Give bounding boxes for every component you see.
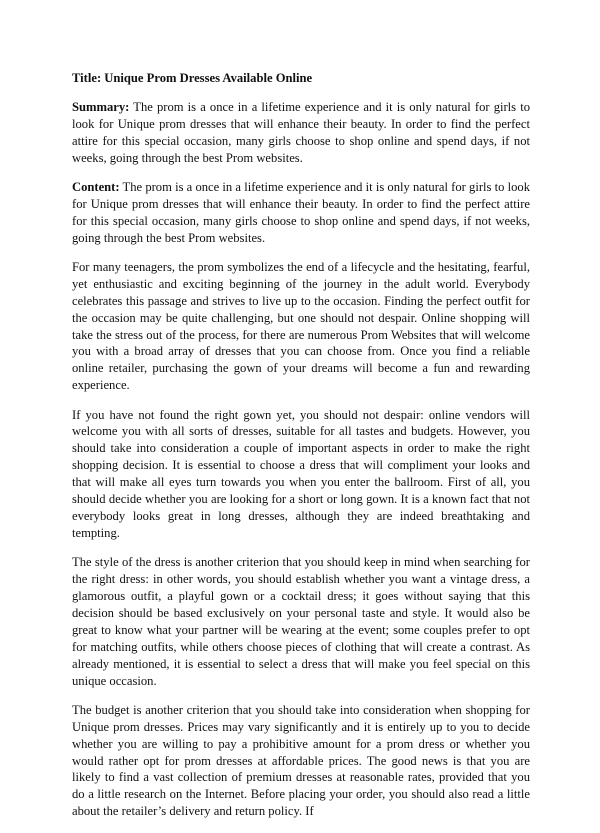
- body-paragraph-4: The budget is another criterion that you should take into consideration when shopping for Unique prom dresses. Prices may vary significantly and it is entirely up to you to decide whether you are willing to pay a prohibitive amount for a prom dress or whether you would rather opt for prom dresses at affordable prices. The good news is that you are likely to find a vast collection of premium dresses at reasonable rates, provided that you do a little research on the Internet. Before placing your order, you should also read a little about the retailer’s delivery and return policy. If: [72, 702, 530, 819]
- summary-text: The prom is a once in a lifetime experience and it is only natural for girls to look for Unique prom dresses that will enhance their beauty. In order to find the perfect attire for this special occasion, many girls choose to shop online and spend days, if not weeks, going through the best Prom websites.: [72, 99, 530, 165]
- content-paragraph: [72, 179, 530, 247]
- body-paragraph-1: For many teenagers, the prom symbolizes the end of a lifecycle and the hesitating, fearful, yet enthusiastic and exciting beginning of the journey in the adult world. Everybody celebrates this passage and strives to live up to the occasion. Finding the perfect outfit for the occasion may be quite challenging, but one should not despair. Online shopping will take the stress out of the process, for there are numerous Prom Websites that will welcome you with a broad array of dresses that you can choose from. Once you find a reliable online retailer, purchasing the gown of your dreams will become a fun and rewarding experience.: [72, 259, 530, 393]
- document-title: Title: Unique Prom Dresses Available Online: [72, 71, 313, 85]
- content-text: The prom is a once in a lifetime experience and it is only natural for girls to look for Unique prom dresses that will enhance their beauty. In order to find the perfect attire for this special occasion, many girls choose to shop online and spend days, if not weeks, going through the best Prom websites.: [72, 179, 530, 245]
- body-paragraph-2: If you have not found the right gown yet, you should not despair: online vendors will welcome you with all sorts of dresses, suitable for all tastes and budgets. However, you should take into consideration a couple of important aspects in order to make the right shopping decision. It is essential to choose a dress that will compliment your looks and that will make all eyes turn towards you when you enter the ballroom. First of all, you should decide whether you are looking for a short or long gown. It is a known fact that not everybody looks great in long dresses, although they are indeed breathtaking and tempting.: [72, 407, 530, 540]
- content-label: Content:: [72, 179, 120, 194]
- body-paragraph-3: The style of the dress is another criterion that you should keep in mind when searching for the right dress: in other words, you should establish whether you want a vintage dress, a glamorous outfit, a playful gown or a cocktail dress; it goes without saying that this decision should be based exclusively on your personal taste and style. It would also be great to know what your partner will be wearing at the event; some couples prefer to opt for matching outfits, while others choose pieces of clothing that will create a contrast. As already mentioned, it is essential to select a dress that will make you feel special on this unique occasion.: [72, 555, 530, 688]
- summary-label: Summary:: [72, 99, 130, 114]
- document-page: [72, 70, 530, 833]
- summary-paragraph: [72, 99, 530, 167]
